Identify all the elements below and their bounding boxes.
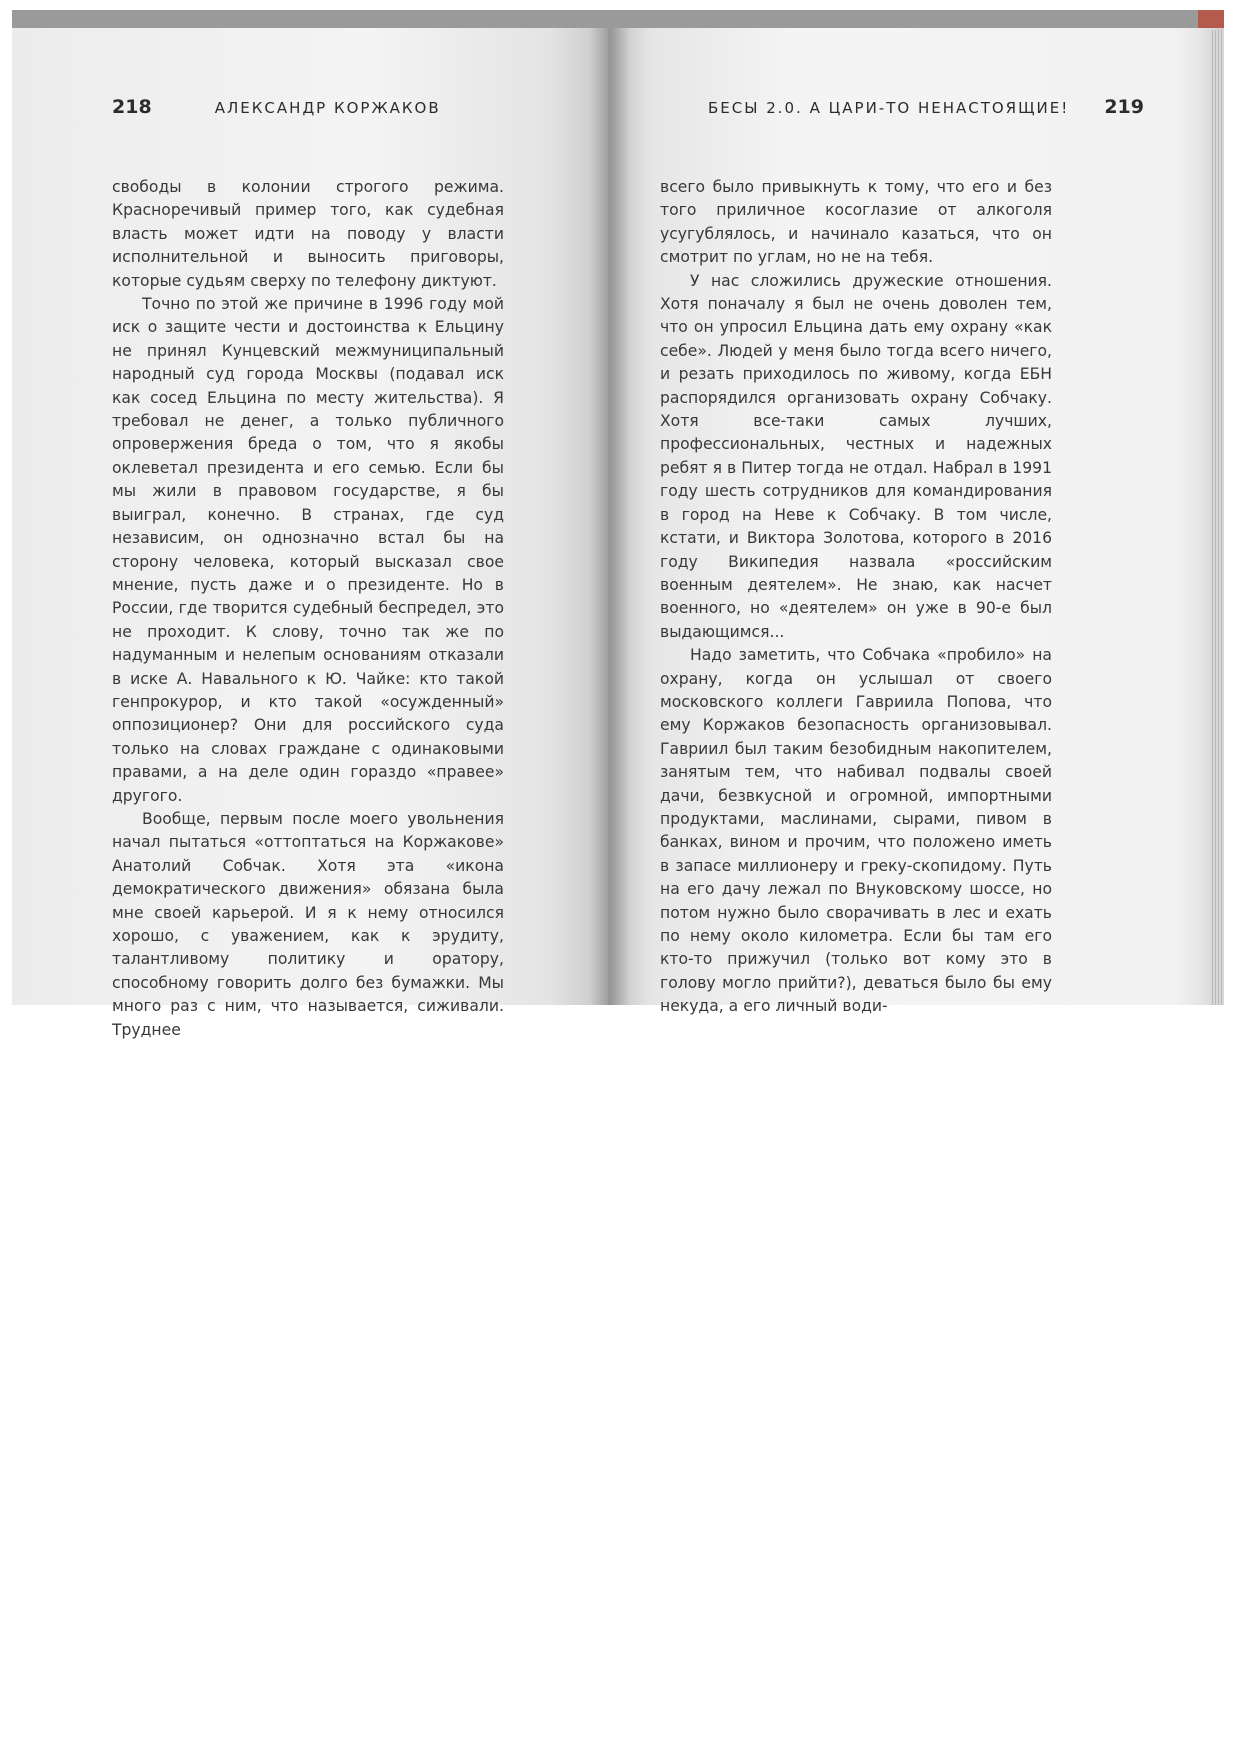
left-page xyxy=(12,28,608,1039)
right-page-number: 219 xyxy=(1104,96,1144,118)
left-header xyxy=(112,96,441,118)
right-paragraph-1: всего было привыкнуть к тому, что его и без того приличное косоглазие от алкоголя усугублялось, и начинало казаться, что он смотрит по углам, но не на тебя. xyxy=(660,178,1052,267)
red-bookmark-edge xyxy=(1198,10,1224,28)
right-page xyxy=(608,28,1224,1016)
left-paragraph-3: Вообще, первым после моего увольнения начал пытаться «оттоптаться на Коржакове» Анатолий Собчак. Хотя эта «икона демократического движения» обязана была мне своей карьерой. И я к нему относился хорошо, с уважением, как к эрудиту, талантливому политику и оратору, способному говорить долго без бумажки. Мы много раз с ним, что называется, сиживали. Труднее xyxy=(112,809,504,1039)
left-body-text xyxy=(112,176,504,1042)
left-paragraph-1: свободы в колонии строгого режима. Красноречивый пример того, как судебная власть может идти на поводу у власти исполнительной и выносить приговоры, которые судьям сверху по телефону диктуют. xyxy=(112,178,504,290)
page-edges xyxy=(1210,30,1224,1005)
left-page-number: 218 xyxy=(112,96,152,118)
right-body-text xyxy=(660,176,1052,1019)
left-running-head: АЛЕКСАНДР КОРЖАКОВ xyxy=(214,99,441,117)
book-gutter-shadow xyxy=(590,28,630,1005)
right-paragraph-2: У нас сложились дружеские отношения. Хотя поначалу я был не очень доволен тем, что он упросил Ельцина дать ему охрану «как себе». Людей у меня было тогда всего ничего, и резать приходилось по живому, когда ЕБН распорядился организовать охрану Собчаку. Хотя все-таки самых лучших, профессиональных, честных и надежных ребят я в Питер тогда не отдал. Набрал в 1991 году шесть сотрудников для командирования в город на Неве к Собчаку. В том числе, кстати, и Виктора Золотова, которого в 2016 году Википедия назвала «российским военным деятелем». Не знаю, как насчет военного, но «деятелем» он уже в 90-е был выдающимся... xyxy=(660,271,1052,641)
right-running-head: БЕСЫ 2.0. А ЦАРИ-ТО НЕНАСТОЯЩИЕ! xyxy=(707,99,1070,117)
right-paragraph-3: Надо заметить, что Собчака «пробило» на охрану, когда он услышал от своего московского коллеги Гавриила Попова, что ему Коржаков безопасность организовывал. Гавриил был таким безобидным накопителем, занятым тем, что набивал подвалы своей дачи, безвкусной и огромной, импортными продуктами, маслинами, сырами, пивом в банках, вином и прочим, что положено иметь в запасе миллионеру и греку-скопидому. Путь на его дачу лежал по Внуковскому шоссе, но потом нужно было сворачивать в лес и ехать по нему около километра. Если бы там его кто-то прижучил (только вот кому это в голову могло прийти?), деваться было бы ему некуда, а его личный води- xyxy=(660,646,1052,1016)
left-paragraph-2: Точно по этой же причине в 1996 году мой иск о защите чести и достоинства к Ельцину не принял Кунцевский межмуниципальный народный суд города Москвы (подавал иск как сосед Ельцина по месту жительства). Я требовал не денег, а только публичного опровержения бреда о том, что я якобы оклеветал президента и его семью. Если бы мы жили в правовом государстве, я бы выиграл, конечно. В странах, где суд независим, он однозначно встал бы на сторону человека, который высказал свое мнение, пусть даже и о президенте. Но в России, где творится судебный беспредел, это не проходит. К слову, точно так же по надуманным и нелепым основаниям отказали в иске А. Навального к Ю. Чайке: кто такой генпрокурор, и кто такой «осужденный» оппозиционер? Они для российского суда только на словах граждане с одинаковыми правами, а на деле один гораздо «правее» другого. xyxy=(112,295,504,805)
right-header xyxy=(708,96,1144,118)
book-spread-scan xyxy=(12,10,1224,1039)
